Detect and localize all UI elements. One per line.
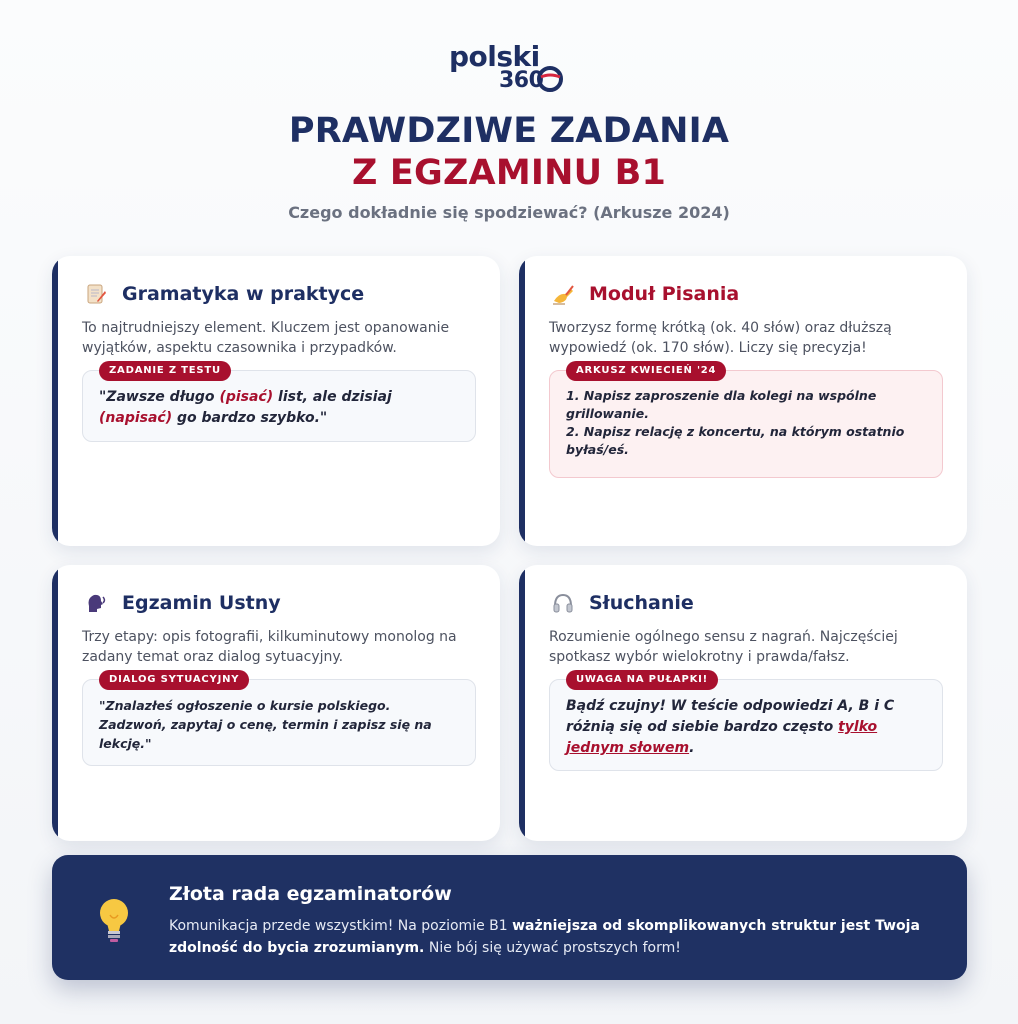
logo [0, 38, 1018, 98]
card-title: Moduł Pisania [589, 283, 740, 305]
card-grammar [52, 256, 500, 546]
task-line: 1. Napisz zaproszenie dla kolegi na wspólne grillowanie. [566, 388, 877, 421]
writing-hand-icon [551, 282, 575, 306]
example-box [82, 365, 476, 442]
page-title [0, 110, 1018, 194]
tip-panel [52, 855, 967, 980]
card-description: Rozumienie ogólnego sensu z nagrań. Najczęściej spotkasz wybór wielokrotny i prawda/fałsz. [549, 629, 898, 665]
warning-highlight: tylko jednym słowem [566, 719, 878, 756]
card-title: Egzamin Ustny [122, 592, 281, 614]
card-header [551, 591, 694, 615]
quote-part: list, ale dzisiaj [273, 389, 392, 405]
quote-part: "Zawsze długo [99, 389, 220, 405]
card-header [551, 282, 739, 306]
tip-text [169, 915, 927, 959]
card-header [84, 282, 364, 306]
quote-highlight: (pisać) [219, 389, 274, 405]
example-tag: DIALOG SYTUACYJNY [99, 670, 249, 690]
warning-text: . [689, 740, 695, 756]
quote-part: go bardzo szybko." [172, 410, 328, 426]
quote-highlight: (napisać) [99, 410, 173, 426]
card-description: Tworzysz formę krótką (ok. 40 słów) oraz dłuższą wypowiedź (ok. 170 słów). Liczy się precyzja! [549, 320, 892, 356]
page-subtitle: Czego dokładnie się spodziewać? (Arkusze 2024) [288, 203, 730, 222]
card-oral-exam [52, 565, 500, 841]
tip-text-bold: ważniejsza od skomplikowanych struktur jest Twoja zdolność do bycia zrozumianym. [169, 918, 920, 956]
card-title: Gramatyka w praktyce [122, 283, 365, 305]
logo-ring-icon [535, 64, 565, 94]
card-writing [519, 256, 967, 546]
task-line: 2. Napisz relację z koncertu, na którym ostatnio byłaś/eś. [566, 424, 905, 457]
warning-text: Bądź czujny! W teście odpowiedzi A, B i C różnią się od siebie bardzo często [566, 698, 895, 735]
card-description: Trzy etapy: opis fotografii, kilkuminutowy monolog na zadany temat oraz dialog sytuacyjny. [82, 629, 457, 665]
example-tag: ZADANIE Z TESTU [99, 361, 231, 381]
example-box [82, 674, 476, 766]
tip-title: Złota rada egzaminatorów [169, 883, 452, 905]
speaking-head-icon [84, 591, 108, 615]
memo-icon [84, 282, 108, 306]
logo-number: 360 [499, 68, 544, 93]
title-line-2: Z EGZAMINU B1 [351, 153, 667, 193]
example-tag: UWAGA NA PUŁAPKI! [566, 670, 718, 690]
card-header [84, 591, 281, 615]
dialog-quote: "Znalazłeś ogłoszenie o kursie polskiego. Zadzwoń, zapytaj o cenę, termin i zapisz się na lekcję." [99, 698, 432, 751]
title-line-1: PRAWDZIWE ZADANIA [288, 111, 730, 151]
card-description: To najtrudniejszy element. Kluczem jest opanowanie wyjątków, aspektu czasownika i przypadków. [82, 320, 450, 356]
lightbulb-icon [94, 895, 134, 943]
headphones-icon [551, 591, 575, 615]
example-box [549, 365, 943, 478]
card-listening [519, 565, 967, 841]
logo-word: polski [449, 40, 540, 73]
example-tag: ARKUSZ KWIECIEŃ '24 [566, 361, 726, 381]
tip-text-part: Nie bój się używać prostszych form! [424, 940, 681, 956]
tip-text-part: Komunikacja przede wszystkim! Na poziomie B1 [169, 918, 513, 934]
card-title: Słuchanie [589, 592, 694, 614]
example-box [549, 674, 943, 771]
